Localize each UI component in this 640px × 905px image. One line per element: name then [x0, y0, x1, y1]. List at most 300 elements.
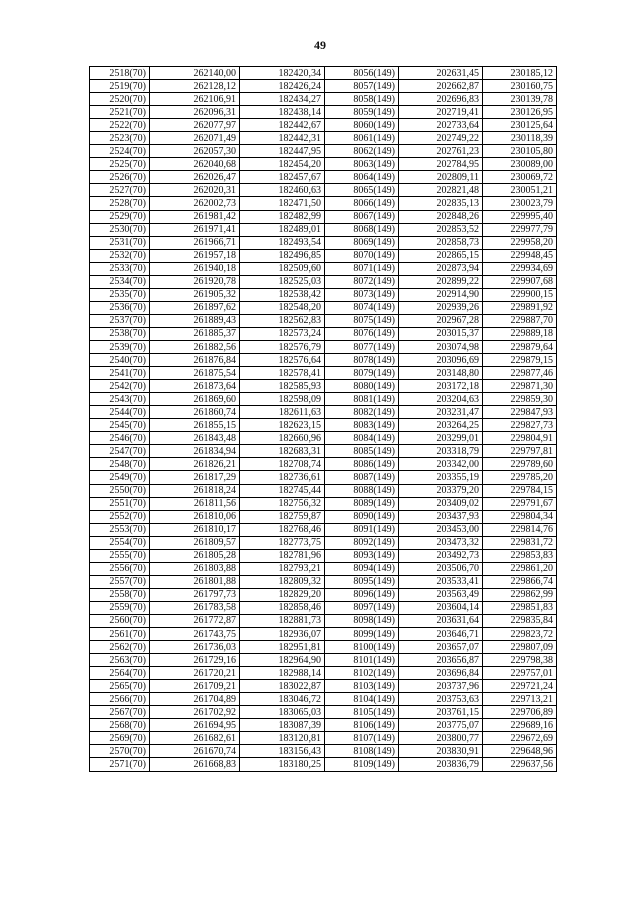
cell-point-id-a: 2522(70)	[90, 119, 150, 132]
cell-y-coord-a: 182759,87	[240, 510, 325, 523]
cell-y-coord-b: 229713,21	[483, 693, 557, 706]
cell-point-id-a: 2544(70)	[90, 406, 150, 419]
table-row	[90, 249, 557, 262]
cell-x-coord-a: 262002,73	[150, 197, 240, 210]
table-row	[90, 301, 557, 314]
cell-point-id-b: 8079(149)	[325, 367, 399, 380]
cell-point-id-b: 8108(149)	[325, 745, 399, 758]
cell-y-coord-b: 229784,15	[483, 484, 557, 497]
cell-x-coord-a: 261801,88	[150, 575, 240, 588]
cell-point-id-b: 8084(149)	[325, 432, 399, 445]
cell-x-coord-b: 203646,71	[399, 628, 483, 641]
cell-point-id-a: 2558(70)	[90, 588, 150, 601]
cell-y-coord-a: 182420,34	[240, 67, 325, 80]
cell-y-coord-a: 182460,63	[240, 184, 325, 197]
cell-point-id-a: 2541(70)	[90, 367, 150, 380]
cell-point-id-b: 8091(149)	[325, 523, 399, 536]
cell-y-coord-b: 229995,40	[483, 210, 557, 223]
cell-point-id-b: 8072(149)	[325, 275, 399, 288]
table-row	[90, 119, 557, 132]
cell-y-coord-a: 182745,44	[240, 484, 325, 497]
cell-x-coord-b: 202784,95	[399, 158, 483, 171]
cell-x-coord-a: 261818,24	[150, 484, 240, 497]
table-row	[90, 719, 557, 732]
cell-x-coord-b: 202967,28	[399, 314, 483, 327]
cell-y-coord-a: 182454,20	[240, 158, 325, 171]
cell-y-coord-a: 182829,20	[240, 588, 325, 601]
cell-x-coord-a: 261797,73	[150, 588, 240, 601]
cell-x-coord-a: 261729,16	[150, 654, 240, 667]
table-row	[90, 67, 557, 80]
table-row	[90, 575, 557, 588]
cell-point-id-b: 8089(149)	[325, 497, 399, 510]
cell-y-coord-a: 183180,25	[240, 758, 325, 771]
table-row	[90, 314, 557, 327]
table-row	[90, 628, 557, 641]
cell-point-id-a: 2531(70)	[90, 236, 150, 249]
cell-point-id-a: 2529(70)	[90, 210, 150, 223]
cell-x-coord-a: 262026,47	[150, 171, 240, 184]
table-row	[90, 732, 557, 745]
cell-x-coord-b: 202749,22	[399, 132, 483, 145]
cell-point-id-a: 2545(70)	[90, 419, 150, 432]
cell-point-id-a: 2563(70)	[90, 654, 150, 667]
cell-point-id-b: 8099(149)	[325, 628, 399, 641]
cell-x-coord-b: 202853,52	[399, 223, 483, 236]
cell-x-coord-a: 262128,12	[150, 80, 240, 93]
cell-point-id-b: 8083(149)	[325, 419, 399, 432]
table-row	[90, 106, 557, 119]
cell-point-id-a: 2570(70)	[90, 745, 150, 758]
cell-y-coord-b: 230125,64	[483, 119, 557, 132]
cell-y-coord-b: 230126,95	[483, 106, 557, 119]
table-row	[90, 614, 557, 627]
cell-x-coord-b: 203696,84	[399, 667, 483, 680]
cell-y-coord-b: 229977,79	[483, 223, 557, 236]
cell-point-id-b: 8074(149)	[325, 301, 399, 314]
cell-x-coord-a: 261882,56	[150, 340, 240, 353]
cell-x-coord-a: 261843,48	[150, 432, 240, 445]
cell-point-id-a: 2569(70)	[90, 732, 150, 745]
table-row	[90, 419, 557, 432]
cell-point-id-b: 8102(149)	[325, 667, 399, 680]
cell-x-coord-b: 203830,91	[399, 745, 483, 758]
cell-y-coord-a: 182578,41	[240, 367, 325, 380]
cell-point-id-b: 8071(149)	[325, 262, 399, 275]
cell-point-id-b: 8105(149)	[325, 706, 399, 719]
cell-y-coord-a: 182951,81	[240, 641, 325, 654]
cell-y-coord-a: 182773,75	[240, 536, 325, 549]
cell-point-id-a: 2564(70)	[90, 667, 150, 680]
cell-y-coord-b: 229877,46	[483, 367, 557, 380]
cell-point-id-a: 2549(70)	[90, 471, 150, 484]
cell-point-id-b: 8106(149)	[325, 719, 399, 732]
cell-x-coord-b: 203836,79	[399, 758, 483, 771]
cell-point-id-b: 8085(149)	[325, 445, 399, 458]
cell-y-coord-a: 182438,14	[240, 106, 325, 119]
cell-point-id-a: 2523(70)	[90, 132, 150, 145]
cell-y-coord-b: 229827,73	[483, 419, 557, 432]
cell-x-coord-b: 203604,14	[399, 601, 483, 614]
cell-x-coord-b: 203299,01	[399, 432, 483, 445]
table-row	[90, 210, 557, 223]
cell-x-coord-a: 262020,31	[150, 184, 240, 197]
table-row	[90, 406, 557, 419]
cell-x-coord-b: 202662,87	[399, 80, 483, 93]
table-row	[90, 236, 557, 249]
cell-y-coord-a: 182881,73	[240, 614, 325, 627]
cell-point-id-a: 2548(70)	[90, 458, 150, 471]
cell-x-coord-a: 261670,74	[150, 745, 240, 758]
cell-y-coord-b: 229823,72	[483, 628, 557, 641]
table-row	[90, 223, 557, 236]
table-row	[90, 758, 557, 771]
cell-x-coord-a: 261709,21	[150, 680, 240, 693]
cell-x-coord-a: 261971,41	[150, 223, 240, 236]
cell-point-id-b: 8095(149)	[325, 575, 399, 588]
table-row	[90, 275, 557, 288]
cell-x-coord-b: 202899,22	[399, 275, 483, 288]
cell-y-coord-b: 229789,60	[483, 458, 557, 471]
cell-point-id-a: 2526(70)	[90, 171, 150, 184]
cell-point-id-a: 2519(70)	[90, 80, 150, 93]
cell-point-id-a: 2550(70)	[90, 484, 150, 497]
cell-x-coord-a: 262140,00	[150, 67, 240, 80]
cell-x-coord-a: 261810,06	[150, 510, 240, 523]
table-row	[90, 601, 557, 614]
table-row	[90, 588, 557, 601]
cell-x-coord-a: 261810,17	[150, 523, 240, 536]
cell-y-coord-b: 229879,15	[483, 354, 557, 367]
table-row	[90, 145, 557, 158]
cell-x-coord-a: 261817,29	[150, 471, 240, 484]
cell-x-coord-a: 261957,18	[150, 249, 240, 262]
cell-point-id-b: 8100(149)	[325, 641, 399, 654]
table-row	[90, 432, 557, 445]
cell-y-coord-a: 182576,79	[240, 340, 325, 353]
cell-x-coord-b: 203379,20	[399, 484, 483, 497]
cell-x-coord-a: 261875,54	[150, 367, 240, 380]
cell-y-coord-b: 229889,18	[483, 327, 557, 340]
cell-x-coord-b: 202835,13	[399, 197, 483, 210]
cell-y-coord-b: 230185,12	[483, 67, 557, 80]
cell-x-coord-b: 203204,63	[399, 393, 483, 406]
cell-y-coord-b: 229831,72	[483, 536, 557, 549]
cell-point-id-b: 8092(149)	[325, 536, 399, 549]
table-row	[90, 641, 557, 654]
cell-point-id-a: 2538(70)	[90, 327, 150, 340]
cell-x-coord-a: 261885,37	[150, 327, 240, 340]
cell-point-id-b: 8076(149)	[325, 327, 399, 340]
cell-point-id-b: 8066(149)	[325, 197, 399, 210]
cell-x-coord-b: 203096,69	[399, 354, 483, 367]
cell-point-id-a: 2537(70)	[90, 314, 150, 327]
cell-point-id-a: 2540(70)	[90, 354, 150, 367]
cell-point-id-a: 2524(70)	[90, 145, 150, 158]
table-row	[90, 288, 557, 301]
table-row	[90, 523, 557, 536]
table-row	[90, 197, 557, 210]
cell-y-coord-b: 229879,64	[483, 340, 557, 353]
cell-x-coord-a: 261981,42	[150, 210, 240, 223]
cell-point-id-a: 2554(70)	[90, 536, 150, 549]
cell-x-coord-a: 261897,62	[150, 301, 240, 314]
cell-y-coord-b: 229859,30	[483, 393, 557, 406]
cell-x-coord-b: 203657,07	[399, 641, 483, 654]
cell-y-coord-a: 182493,54	[240, 236, 325, 249]
table-row	[90, 380, 557, 393]
cell-x-coord-a: 261855,15	[150, 419, 240, 432]
cell-y-coord-a: 183120,81	[240, 732, 325, 745]
cell-x-coord-a: 261811,56	[150, 497, 240, 510]
cell-x-coord-b: 203506,70	[399, 562, 483, 575]
cell-point-id-b: 8077(149)	[325, 340, 399, 353]
cell-x-coord-b: 202848,26	[399, 210, 483, 223]
cell-x-coord-a: 261803,88	[150, 562, 240, 575]
cell-point-id-b: 8067(149)	[325, 210, 399, 223]
cell-x-coord-a: 262040,68	[150, 158, 240, 171]
cell-x-coord-a: 261889,43	[150, 314, 240, 327]
cell-point-id-b: 8081(149)	[325, 393, 399, 406]
cell-point-id-a: 2562(70)	[90, 641, 150, 654]
cell-x-coord-b: 202761,23	[399, 145, 483, 158]
cell-point-id-a: 2527(70)	[90, 184, 150, 197]
cell-x-coord-a: 262106,91	[150, 93, 240, 106]
cell-point-id-a: 2532(70)	[90, 249, 150, 262]
table-row	[90, 706, 557, 719]
cell-point-id-b: 8070(149)	[325, 249, 399, 262]
cell-point-id-b: 8093(149)	[325, 549, 399, 562]
table-row	[90, 327, 557, 340]
table-row	[90, 393, 557, 406]
cell-point-id-b: 8057(149)	[325, 80, 399, 93]
cell-x-coord-a: 261905,32	[150, 288, 240, 301]
cell-y-coord-b: 229804,91	[483, 432, 557, 445]
cell-y-coord-b: 230160,75	[483, 80, 557, 93]
cell-y-coord-b: 229797,81	[483, 445, 557, 458]
cell-point-id-b: 8087(149)	[325, 471, 399, 484]
cell-x-coord-a: 261720,21	[150, 667, 240, 680]
cell-x-coord-a: 261876,84	[150, 354, 240, 367]
cell-x-coord-b: 202821,48	[399, 184, 483, 197]
cell-x-coord-b: 203631,64	[399, 614, 483, 627]
cell-y-coord-a: 183087,39	[240, 719, 325, 732]
table-row	[90, 171, 557, 184]
cell-x-coord-a: 261736,03	[150, 641, 240, 654]
cell-x-coord-a: 261702,92	[150, 706, 240, 719]
cell-point-id-b: 8088(149)	[325, 484, 399, 497]
cell-y-coord-a: 182736,61	[240, 471, 325, 484]
table-row	[90, 184, 557, 197]
cell-point-id-a: 2553(70)	[90, 523, 150, 536]
table-row	[90, 562, 557, 575]
cell-x-coord-b: 202631,45	[399, 67, 483, 80]
cell-y-coord-b: 229637,56	[483, 758, 557, 771]
cell-point-id-b: 8103(149)	[325, 680, 399, 693]
cell-y-coord-a: 182611,63	[240, 406, 325, 419]
cell-x-coord-b: 203453,00	[399, 523, 483, 536]
cell-x-coord-b: 203563,49	[399, 588, 483, 601]
cell-x-coord-b: 203761,15	[399, 706, 483, 719]
cell-point-id-b: 8056(149)	[325, 67, 399, 80]
cell-y-coord-b: 229958,20	[483, 236, 557, 249]
cell-x-coord-b: 202865,15	[399, 249, 483, 262]
cell-y-coord-b: 229814,76	[483, 523, 557, 536]
cell-y-coord-a: 182598,09	[240, 393, 325, 406]
cell-x-coord-b: 203074,98	[399, 340, 483, 353]
cell-y-coord-b: 229900,15	[483, 288, 557, 301]
cell-y-coord-b: 230139,78	[483, 93, 557, 106]
cell-point-id-b: 8065(149)	[325, 184, 399, 197]
cell-y-coord-a: 182576,64	[240, 354, 325, 367]
cell-x-coord-a: 261860,74	[150, 406, 240, 419]
cell-point-id-a: 2571(70)	[90, 758, 150, 771]
cell-y-coord-b: 229672,69	[483, 732, 557, 745]
cell-y-coord-a: 182496,85	[240, 249, 325, 262]
cell-point-id-b: 8094(149)	[325, 562, 399, 575]
cell-x-coord-a: 262077,97	[150, 119, 240, 132]
cell-point-id-b: 8058(149)	[325, 93, 399, 106]
cell-y-coord-a: 182964,90	[240, 654, 325, 667]
cell-x-coord-b: 202873,94	[399, 262, 483, 275]
cell-y-coord-a: 182768,46	[240, 523, 325, 536]
cell-x-coord-a: 261869,60	[150, 393, 240, 406]
cell-y-coord-b: 229785,20	[483, 471, 557, 484]
cell-point-id-a: 2528(70)	[90, 197, 150, 210]
cell-y-coord-a: 182447,95	[240, 145, 325, 158]
cell-point-id-a: 2559(70)	[90, 601, 150, 614]
cell-x-coord-b: 202719,41	[399, 106, 483, 119]
cell-x-coord-b: 202809,11	[399, 171, 483, 184]
cell-y-coord-b: 229721,24	[483, 680, 557, 693]
cell-y-coord-a: 182793,21	[240, 562, 325, 575]
cell-y-coord-a: 182809,32	[240, 575, 325, 588]
cell-point-id-b: 8098(149)	[325, 614, 399, 627]
cell-x-coord-b: 203148,80	[399, 367, 483, 380]
page-number: 49	[314, 38, 326, 52]
cell-y-coord-a: 182509,60	[240, 262, 325, 275]
cell-y-coord-a: 182457,67	[240, 171, 325, 184]
table-row	[90, 693, 557, 706]
cell-point-id-a: 2535(70)	[90, 288, 150, 301]
cell-y-coord-b: 230105,80	[483, 145, 557, 158]
table-row	[90, 93, 557, 106]
cell-point-id-a: 2551(70)	[90, 497, 150, 510]
cell-y-coord-b: 229934,69	[483, 262, 557, 275]
cell-y-coord-b: 229851,83	[483, 601, 557, 614]
cell-x-coord-a: 261873,64	[150, 380, 240, 393]
cell-point-id-b: 8080(149)	[325, 380, 399, 393]
cell-y-coord-a: 182482,99	[240, 210, 325, 223]
table-row	[90, 745, 557, 758]
cell-x-coord-b: 203656,87	[399, 654, 483, 667]
cell-point-id-b: 8062(149)	[325, 145, 399, 158]
cell-y-coord-b: 230051,21	[483, 184, 557, 197]
coordinates-table-body	[90, 67, 557, 772]
cell-y-coord-b: 229948,45	[483, 249, 557, 262]
cell-point-id-a: 2539(70)	[90, 340, 150, 353]
cell-y-coord-b: 229847,93	[483, 406, 557, 419]
cell-x-coord-b: 202939,26	[399, 301, 483, 314]
table-row	[90, 340, 557, 353]
cell-y-coord-a: 182538,42	[240, 288, 325, 301]
cell-x-coord-b: 203753,63	[399, 693, 483, 706]
cell-point-id-a: 2552(70)	[90, 510, 150, 523]
cell-x-coord-b: 203533,41	[399, 575, 483, 588]
cell-x-coord-b: 202914,90	[399, 288, 483, 301]
cell-x-coord-b: 203355,19	[399, 471, 483, 484]
cell-point-id-b: 8073(149)	[325, 288, 399, 301]
cell-x-coord-a: 261809,57	[150, 536, 240, 549]
cell-x-coord-b: 203264,25	[399, 419, 483, 432]
cell-x-coord-b: 203800,77	[399, 732, 483, 745]
cell-point-id-a: 2557(70)	[90, 575, 150, 588]
cell-y-coord-a: 182683,31	[240, 445, 325, 458]
cell-point-id-a: 2561(70)	[90, 628, 150, 641]
cell-y-coord-b: 229861,20	[483, 562, 557, 575]
cell-y-coord-b: 229689,16	[483, 719, 557, 732]
cell-x-coord-a: 262096,31	[150, 106, 240, 119]
cell-y-coord-b: 230023,79	[483, 197, 557, 210]
cell-x-coord-b: 202733,64	[399, 119, 483, 132]
cell-x-coord-a: 261920,78	[150, 275, 240, 288]
cell-y-coord-a: 182756,32	[240, 497, 325, 510]
cell-x-coord-a: 261743,75	[150, 628, 240, 641]
cell-point-id-a: 2556(70)	[90, 562, 150, 575]
cell-y-coord-a: 182548,20	[240, 301, 325, 314]
cell-y-coord-a: 182936,07	[240, 628, 325, 641]
cell-y-coord-a: 182489,01	[240, 223, 325, 236]
table-row	[90, 497, 557, 510]
cell-y-coord-a: 183046,72	[240, 693, 325, 706]
table-row	[90, 667, 557, 680]
cell-point-id-a: 2566(70)	[90, 693, 150, 706]
cell-y-coord-a: 182988,14	[240, 667, 325, 680]
cell-x-coord-b: 203231,47	[399, 406, 483, 419]
cell-y-coord-b: 229706,89	[483, 706, 557, 719]
cell-y-coord-a: 182708,74	[240, 458, 325, 471]
cell-y-coord-a: 182442,31	[240, 132, 325, 145]
cell-y-coord-b: 230069,72	[483, 171, 557, 184]
cell-y-coord-a: 182434,27	[240, 93, 325, 106]
cell-x-coord-b: 203775,07	[399, 719, 483, 732]
cell-y-coord-b: 229807,09	[483, 641, 557, 654]
table-row	[90, 680, 557, 693]
cell-point-id-a: 2525(70)	[90, 158, 150, 171]
cell-x-coord-a: 261694,95	[150, 719, 240, 732]
table-row	[90, 80, 557, 93]
cell-x-coord-a: 261668,83	[150, 758, 240, 771]
cell-point-id-b: 8082(149)	[325, 406, 399, 419]
cell-x-coord-a: 261772,87	[150, 614, 240, 627]
table-row	[90, 471, 557, 484]
cell-x-coord-a: 261940,18	[150, 262, 240, 275]
cell-y-coord-a: 182623,15	[240, 419, 325, 432]
table-row	[90, 445, 557, 458]
cell-y-coord-b: 230089,00	[483, 158, 557, 171]
table-row	[90, 536, 557, 549]
cell-y-coord-a: 182525,03	[240, 275, 325, 288]
coordinates-table	[89, 66, 557, 772]
cell-point-id-a: 2568(70)	[90, 719, 150, 732]
cell-point-id-a: 2565(70)	[90, 680, 150, 693]
cell-point-id-b: 8104(149)	[325, 693, 399, 706]
cell-y-coord-b: 229791,67	[483, 497, 557, 510]
cell-x-coord-b: 203437,93	[399, 510, 483, 523]
cell-point-id-a: 2543(70)	[90, 393, 150, 406]
cell-x-coord-a: 262057,30	[150, 145, 240, 158]
cell-point-id-b: 8061(149)	[325, 132, 399, 145]
